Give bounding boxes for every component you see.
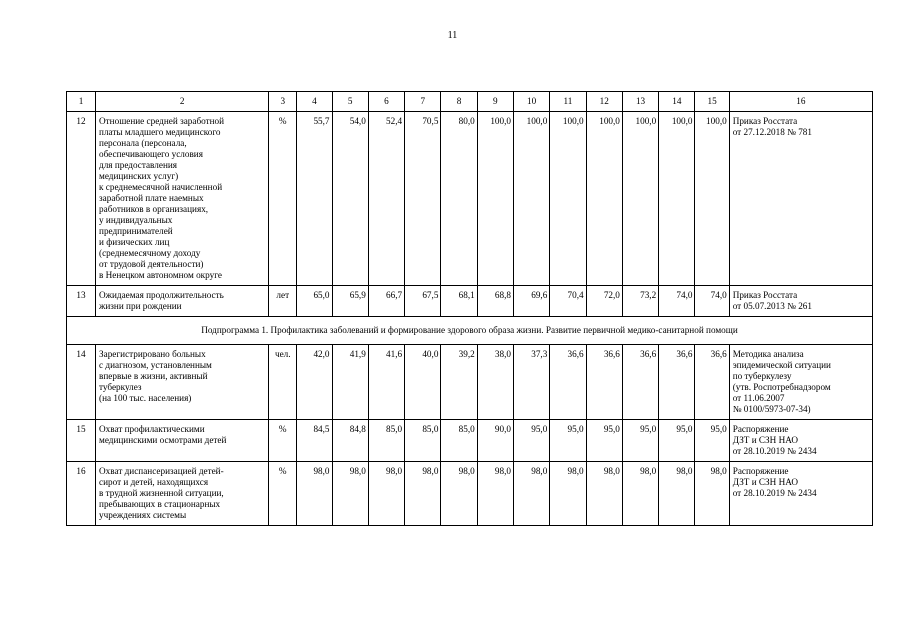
indicator-value: 39,2 <box>441 345 477 420</box>
indicator-value: 100,0 <box>550 112 586 286</box>
indicators-table <box>66 91 873 526</box>
methodology-source: Методика анализа эпидемической ситуации по туберкулезу (утв. Роспотребнадзором от 11.06.2007 № 0100/5973-07-34) <box>729 345 872 420</box>
indicator-value: 95,0 <box>586 420 622 462</box>
indicator-value: 41,9 <box>332 345 368 420</box>
indicator-value: 98,0 <box>405 462 441 526</box>
indicator-value: 98,0 <box>514 462 550 526</box>
row-number: 15 <box>67 420 96 462</box>
indicator-value: 98,0 <box>441 462 477 526</box>
column-number: 3 <box>269 92 297 112</box>
indicator-value: 80,0 <box>441 112 477 286</box>
indicator-value: 68,1 <box>441 286 477 317</box>
indicator-value: 36,6 <box>586 345 622 420</box>
indicator-value: 85,0 <box>441 420 477 462</box>
indicator-value: 69,6 <box>514 286 550 317</box>
column-number: 14 <box>659 92 695 112</box>
indicator-value: 98,0 <box>332 462 368 526</box>
indicator-value: 37,3 <box>514 345 550 420</box>
indicator-value: 70,5 <box>405 112 441 286</box>
indicator-value: 41,6 <box>368 345 404 420</box>
unit-of-measure: % <box>269 420 297 462</box>
indicator-value: 70,4 <box>550 286 586 317</box>
indicator-value: 74,0 <box>659 286 695 317</box>
indicator-value: 98,0 <box>586 462 622 526</box>
unit-of-measure: % <box>269 462 297 526</box>
indicator-value: 98,0 <box>297 462 332 526</box>
indicator-value: 74,0 <box>695 286 729 317</box>
indicator-value: 52,4 <box>368 112 404 286</box>
column-number: 4 <box>297 92 332 112</box>
indicator-value: 66,7 <box>368 286 404 317</box>
indicator-value: 95,0 <box>514 420 550 462</box>
table-row <box>67 112 873 286</box>
indicator-value: 85,0 <box>368 420 404 462</box>
column-number: 16 <box>729 92 872 112</box>
column-number: 15 <box>695 92 729 112</box>
indicator-name: Отношение средней заработной платы младшего медицинского персонала (персонала, обеспечивающего условия для предоставления медицинских услуг) к среднемесячной начисленной заработной плате наемных работников в организациях, у индивидуальных предпринимателей и физических лиц (среднемесячному доходу от трудовой деятельности) в Ненецком автономном округе <box>96 112 269 286</box>
column-number: 12 <box>586 92 622 112</box>
indicator-value: 36,6 <box>622 345 658 420</box>
indicator-name: Ожидаемая продолжительность жизни при рождении <box>96 286 269 317</box>
methodology-source: Приказ Росстата от 27.12.2018 № 781 <box>729 112 872 286</box>
indicator-value: 55,7 <box>297 112 332 286</box>
indicator-value: 68,8 <box>477 286 513 317</box>
row-number: 12 <box>67 112 96 286</box>
indicator-value: 40,0 <box>405 345 441 420</box>
column-number: 5 <box>332 92 368 112</box>
indicator-name: Охват диспансеризацией детей- сирот и детей, находящихся в трудной жизненной ситуации, пребывающих в стационарных учреждениях системы <box>96 462 269 526</box>
methodology-source: Распоряжение ДЗТ и СЗН НАО от 28.10.2019 № 2434 <box>729 420 872 462</box>
indicator-value: 67,5 <box>405 286 441 317</box>
subprogram-title: Подпрограмма 1. Профилактика заболеваний и формирование здорового образа жизни. Развитие первичной медико-санитарной помощи <box>67 317 873 345</box>
column-number: 6 <box>368 92 404 112</box>
indicator-value: 65,0 <box>297 286 332 317</box>
indicator-value: 98,0 <box>659 462 695 526</box>
indicator-value: 54,0 <box>332 112 368 286</box>
table-row <box>67 286 873 317</box>
indicator-value: 98,0 <box>477 462 513 526</box>
indicator-value: 95,0 <box>695 420 729 462</box>
unit-of-measure: % <box>269 112 297 286</box>
indicator-value: 65,9 <box>332 286 368 317</box>
indicator-value: 98,0 <box>695 462 729 526</box>
indicator-value: 100,0 <box>695 112 729 286</box>
indicator-value: 100,0 <box>586 112 622 286</box>
subprogram-row <box>67 317 873 345</box>
column-number: 7 <box>405 92 441 112</box>
indicator-value: 95,0 <box>659 420 695 462</box>
column-number: 11 <box>550 92 586 112</box>
column-number: 9 <box>477 92 513 112</box>
methodology-source: Приказ Росстата от 05.07.2013 № 261 <box>729 286 872 317</box>
indicator-value: 73,2 <box>622 286 658 317</box>
unit-of-measure: чел. <box>269 345 297 420</box>
row-number: 16 <box>67 462 96 526</box>
indicator-value: 36,6 <box>550 345 586 420</box>
methodology-source: Распоряжение ДЗТ и СЗН НАО от 28.10.2019 № 2434 <box>729 462 872 526</box>
column-number: 13 <box>622 92 658 112</box>
indicator-name: Охват профилактическими медицинскими осмотрами детей <box>96 420 269 462</box>
row-number: 13 <box>67 286 96 317</box>
column-number: 10 <box>514 92 550 112</box>
indicator-value: 95,0 <box>622 420 658 462</box>
unit-of-measure: лет <box>269 286 297 317</box>
indicator-value: 98,0 <box>550 462 586 526</box>
column-number: 1 <box>67 92 96 112</box>
column-number: 8 <box>441 92 477 112</box>
indicator-value: 85,0 <box>405 420 441 462</box>
indicator-value: 100,0 <box>477 112 513 286</box>
indicator-value: 84,5 <box>297 420 332 462</box>
indicator-value: 72,0 <box>586 286 622 317</box>
indicator-value: 84,8 <box>332 420 368 462</box>
indicator-value: 36,6 <box>695 345 729 420</box>
table-row <box>67 345 873 420</box>
row-number: 14 <box>67 345 96 420</box>
indicator-value: 98,0 <box>368 462 404 526</box>
indicator-name: Зарегистрировано больных с диагнозом, установленным впервые в жизни, активный туберкулез (на 100 тыс. населения) <box>96 345 269 420</box>
table-row <box>67 420 873 462</box>
indicator-value: 42,0 <box>297 345 332 420</box>
indicator-value: 36,6 <box>659 345 695 420</box>
indicator-value: 100,0 <box>514 112 550 286</box>
indicator-value: 38,0 <box>477 345 513 420</box>
table-row <box>67 462 873 526</box>
table-body <box>67 92 873 526</box>
column-number: 2 <box>96 92 269 112</box>
column-number-row <box>67 92 873 112</box>
indicator-value: 90,0 <box>477 420 513 462</box>
page-number: 11 <box>447 30 458 41</box>
indicator-value: 100,0 <box>659 112 695 286</box>
indicator-value: 98,0 <box>622 462 658 526</box>
indicator-value: 95,0 <box>550 420 586 462</box>
indicator-value: 100,0 <box>622 112 658 286</box>
